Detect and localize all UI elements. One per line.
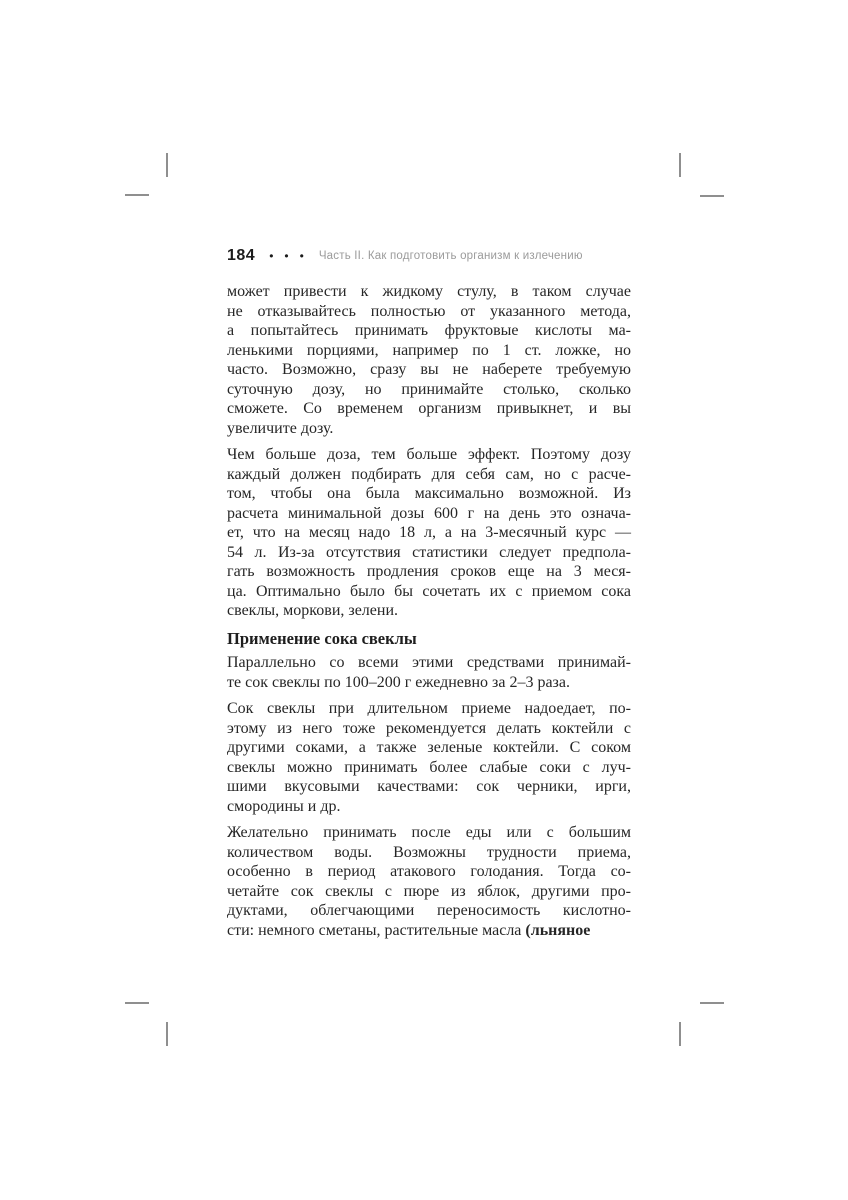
header-bullets xyxy=(269,250,304,262)
text-line: свеклы, моркови, зелени. xyxy=(227,602,399,619)
paragraph xyxy=(227,823,631,940)
text-line: Сок свеклы при длительном приеме надоедает, по- xyxy=(227,700,631,717)
text-line: увеличите дозу. xyxy=(227,419,334,437)
text-line: не отказывайтесь полностью от указанного метода, xyxy=(227,302,631,320)
text-line: расчета минимальной дозы 600 г на день это означа- xyxy=(227,504,631,522)
bullet-icon: • xyxy=(269,249,274,263)
crop-mark-top-left-horizontal xyxy=(125,194,149,196)
page-number: 184 xyxy=(227,247,256,264)
paragraph xyxy=(227,699,631,816)
text-line: часто. Возможно, сразу вы не наберете требуемую xyxy=(227,361,631,378)
text-line: том, чтобы она была максимально возможной. Из xyxy=(227,485,631,502)
text-line: четайте сок свеклы с пюре из яблок, другими про- xyxy=(227,882,631,900)
text-line: смородины и др. xyxy=(227,797,341,815)
crop-mark-bottom-left-vertical xyxy=(166,1022,168,1046)
text-line: те сок свеклы по 100–200 г ежедневно за 2–3 раза. xyxy=(227,673,570,691)
section-heading: Применение сока свеклы xyxy=(227,628,417,648)
text-line: сможете. Со временем организм привыкнет, и вы xyxy=(227,400,631,417)
text-line: каждый должен подбирать для себя сам, но с расче- xyxy=(227,465,631,483)
text-line: дуктами, облегчающими переносимость кислотно- xyxy=(227,902,631,919)
crop-mark-bottom-right-vertical xyxy=(679,1022,681,1046)
chapter-title: Часть II. Как подготовить организм к излечению xyxy=(318,250,583,262)
text-line: особенно в период атакового голодания. Тогда со- xyxy=(227,863,631,880)
text-line: а попытайтесь принимать фруктовые кислоты ма- xyxy=(227,322,631,339)
text-line: свеклы можно принимать более слабые соки с луч- xyxy=(227,758,631,776)
text-line: 54 л. Из-за отсутствия статистики следует предпола- xyxy=(227,543,631,561)
crop-mark-top-right-vertical xyxy=(679,153,681,177)
text-line: суточную дозу, но принимайте столько, сколько xyxy=(227,380,631,398)
text-line: количеством воды. Возможны трудности приема, xyxy=(227,843,631,861)
text-line: может привести к жидкому стулу, в таком случае xyxy=(227,283,631,300)
paragraph xyxy=(227,282,631,438)
text-line: Чем больше доза, тем больше эффект. Поэтому дозу xyxy=(227,446,631,463)
paragraph xyxy=(227,653,631,692)
text-line: ца. Оптимально было бы сочетать их с приемом сока xyxy=(227,582,631,600)
text-line: гать возможность продления сроков еще на 3 меся- xyxy=(227,563,631,580)
crop-mark-bottom-left-horizontal xyxy=(125,1002,149,1004)
bold-text-segment: (льняное xyxy=(525,921,591,939)
paragraph xyxy=(227,445,631,621)
text-line: ленькими порциями, например по 1 ст. ложке, но xyxy=(227,341,631,359)
text-line: Параллельно со всеми этими средствами принимай- xyxy=(227,654,631,671)
text-line xyxy=(227,921,631,941)
text-segment: сти: немного сметаны, растительные масла xyxy=(227,921,526,939)
text-line: Желательно принимать после еды или с большим xyxy=(227,824,631,841)
crop-mark-top-right-horizontal xyxy=(700,195,724,197)
crop-mark-bottom-right-horizontal xyxy=(700,1002,724,1004)
text-line: ет, что на месяц надо 18 л, а на 3-месячный курс — xyxy=(227,524,631,541)
bullet-icon: • xyxy=(299,249,304,263)
bullet-icon: • xyxy=(284,249,289,263)
text-line: другими соками, а также зеленые коктейли. С соком xyxy=(227,739,631,756)
crop-mark-top-left-vertical xyxy=(166,153,168,177)
text-line: шими вкусовыми качествами: сок черники, ирги, xyxy=(227,778,631,795)
text-column xyxy=(227,282,631,947)
running-head xyxy=(227,247,637,265)
text-line: этому из него тоже рекомендуется делать коктейли с xyxy=(227,719,631,737)
